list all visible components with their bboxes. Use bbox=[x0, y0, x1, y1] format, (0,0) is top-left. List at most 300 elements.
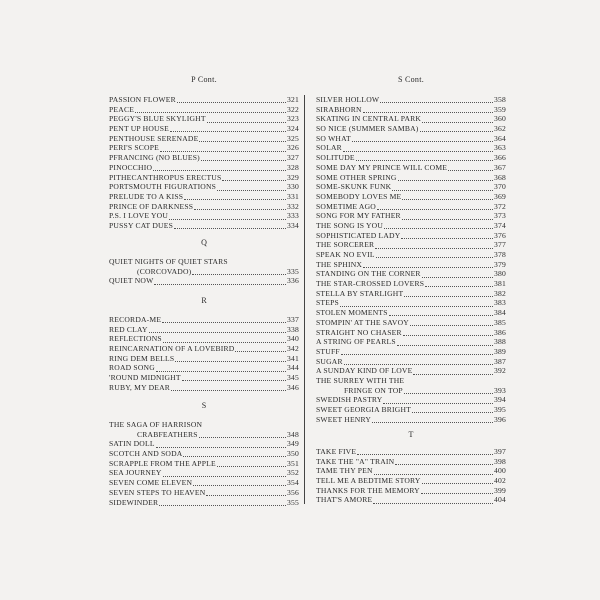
index-entry bbox=[316, 153, 506, 163]
entry-title: SOPHISTICATED LADY bbox=[316, 230, 401, 240]
entry-title: 'ROUND MIDNIGHT bbox=[109, 373, 181, 383]
entry-page-number: 385 bbox=[494, 317, 506, 327]
entry-page-number: 402 bbox=[494, 476, 506, 486]
entry-title: RING DEM BELLS bbox=[109, 353, 175, 363]
index-entry bbox=[316, 447, 506, 457]
dot-leader bbox=[422, 116, 493, 123]
entry-page-number: 388 bbox=[494, 337, 506, 347]
entry-title: PRINCE OF DARKNESS bbox=[109, 201, 194, 211]
index-entry bbox=[109, 315, 299, 325]
entry-page-number: 354 bbox=[287, 478, 299, 488]
dot-leader bbox=[395, 458, 493, 465]
index-entry bbox=[316, 318, 506, 328]
dot-leader bbox=[206, 489, 286, 496]
entry-title: SCRAPPLE FROM THE APPLE bbox=[109, 458, 216, 468]
index-entry bbox=[316, 192, 506, 202]
entry-title: FRINGE ON TOP bbox=[344, 385, 403, 395]
entry-title: SKATING IN CENTRAL PARK bbox=[316, 114, 422, 124]
entry-title: SIRABHORN bbox=[316, 104, 362, 114]
dot-leader bbox=[183, 450, 286, 457]
dot-leader bbox=[422, 271, 493, 278]
dot-leader bbox=[154, 278, 286, 285]
index-entry bbox=[316, 269, 506, 279]
dot-leader bbox=[398, 174, 493, 181]
entry-page-number: 383 bbox=[494, 298, 506, 308]
dot-leader bbox=[363, 106, 493, 113]
entry-page-number: 373 bbox=[494, 211, 506, 221]
index-entry bbox=[109, 114, 299, 124]
entry-page-number: 342 bbox=[287, 344, 299, 354]
entry-page-number: 369 bbox=[494, 191, 506, 201]
entry-title: SATIN DOLL bbox=[109, 439, 155, 449]
index-entry bbox=[109, 202, 299, 212]
dot-leader bbox=[403, 329, 493, 336]
entry-page-number: 389 bbox=[494, 346, 506, 356]
index-entry bbox=[316, 221, 506, 231]
dot-leader bbox=[404, 290, 493, 297]
entry-title: PUSSY CAT DUES bbox=[109, 220, 173, 230]
entry-page-number: 323 bbox=[287, 114, 299, 124]
dot-leader bbox=[163, 470, 286, 477]
entry-page-number: 333 bbox=[287, 211, 299, 221]
entry-title: SPEAK NO EVIL bbox=[316, 250, 375, 259]
index-entry bbox=[109, 143, 299, 153]
entry-title: RUBY, MY DEAR bbox=[109, 382, 171, 392]
entry-title: TAKE THE "A" TRAIN bbox=[316, 456, 395, 466]
entry-title: SO WHAT bbox=[316, 133, 351, 143]
dot-leader bbox=[376, 251, 493, 258]
index-entry bbox=[316, 386, 506, 396]
dot-leader bbox=[389, 309, 493, 316]
index-entry bbox=[316, 95, 506, 105]
index-entry bbox=[109, 363, 299, 373]
dot-leader bbox=[193, 479, 286, 486]
entry-page-number: 394 bbox=[494, 395, 506, 405]
index-entry bbox=[316, 173, 506, 183]
entry-title: STOLEN MOMENTS bbox=[316, 308, 388, 318]
entry-title: RECORDA-ME bbox=[109, 315, 162, 324]
entry-page-number: 395 bbox=[494, 405, 506, 414]
entry-page-number: 332 bbox=[287, 201, 299, 211]
index-entry bbox=[109, 95, 299, 105]
dot-leader bbox=[175, 355, 286, 362]
dot-leader bbox=[404, 387, 493, 394]
entry-title: PERI'S SCOPE bbox=[109, 143, 159, 153]
entry-title: PENT UP HOUSE bbox=[109, 124, 169, 134]
entry-title: SEVEN COME ELEVEN bbox=[109, 478, 193, 488]
dot-leader bbox=[207, 116, 286, 123]
entry-page-number: 334 bbox=[287, 220, 299, 230]
entry-title: A STRING OF PEARLS bbox=[316, 337, 396, 347]
index-entry bbox=[316, 308, 506, 318]
entry-title: SOME DAY MY PRINCE WILL COME bbox=[316, 162, 448, 172]
dot-leader bbox=[402, 213, 493, 220]
entry-page-number: 384 bbox=[494, 308, 506, 318]
index-entry bbox=[316, 366, 506, 376]
dot-leader bbox=[177, 96, 286, 103]
index-entry bbox=[316, 486, 506, 496]
dot-leader bbox=[159, 499, 286, 506]
dot-leader bbox=[170, 125, 286, 132]
dot-leader bbox=[383, 397, 493, 404]
entry-page-number: 346 bbox=[287, 382, 299, 392]
index-entry bbox=[316, 211, 506, 221]
dot-leader bbox=[397, 339, 493, 346]
index-entry bbox=[316, 202, 506, 212]
dot-leader bbox=[352, 135, 493, 142]
dot-leader bbox=[384, 222, 493, 229]
dot-leader bbox=[363, 261, 493, 268]
entry-title: SOME-SKUNK FUNK bbox=[316, 182, 392, 192]
entry-title: SOME OTHER SPRING bbox=[316, 172, 397, 182]
entry-title: PASSION FLOWER bbox=[109, 95, 176, 104]
entry-page-number: 382 bbox=[494, 288, 506, 298]
entry-title: SEA JOURNEY bbox=[109, 468, 162, 478]
index-entry bbox=[109, 153, 299, 163]
entry-title: STEPS bbox=[316, 298, 339, 308]
dot-leader bbox=[356, 154, 493, 161]
entry-title: PEGGY'S BLUE SKYLIGHT bbox=[109, 114, 206, 124]
entry-page-number: 327 bbox=[287, 153, 299, 163]
entry-page-number: 350 bbox=[287, 449, 299, 459]
entry-page-number: 399 bbox=[494, 485, 506, 495]
entry-title: SO NICE (SUMMER SAMBA) bbox=[316, 124, 419, 134]
entry-title: SWEDISH PASTRY bbox=[316, 395, 383, 405]
index-entry bbox=[316, 279, 506, 289]
entry-page-number: 366 bbox=[494, 153, 506, 163]
index-entry bbox=[316, 163, 506, 173]
index-entry bbox=[109, 124, 299, 134]
index-entry bbox=[109, 373, 299, 383]
dot-leader bbox=[156, 365, 286, 372]
entry-page-number: 381 bbox=[494, 279, 506, 289]
entry-title: PFRANCING (NO BLUES) bbox=[109, 153, 200, 163]
dot-leader bbox=[392, 184, 493, 191]
dot-leader bbox=[194, 203, 286, 210]
dot-leader bbox=[149, 326, 286, 333]
entry-page-number: 329 bbox=[287, 172, 299, 182]
entry-title: PENTHOUSE SERENADE bbox=[109, 133, 199, 143]
entry-page-number: 345 bbox=[287, 373, 299, 383]
dot-leader bbox=[357, 448, 493, 455]
dot-leader bbox=[199, 135, 286, 142]
index-entry bbox=[316, 415, 506, 425]
index-entry bbox=[109, 488, 299, 498]
index-entry bbox=[316, 357, 506, 367]
entry-page-number: 376 bbox=[494, 230, 506, 240]
entry-page-number: 326 bbox=[287, 143, 299, 153]
entry-title: STELLA BY STARLIGHT bbox=[316, 288, 404, 298]
section-letter-s: S bbox=[201, 401, 207, 410]
dot-leader bbox=[343, 145, 493, 152]
s-cont-entries-list bbox=[316, 95, 506, 424]
entry-title: THE STAR-CROSSED LOVERS bbox=[316, 279, 425, 289]
dot-leader bbox=[375, 242, 493, 249]
entry-title: SCOTCH AND SODA bbox=[109, 449, 183, 459]
entry-title: THE SORCERER bbox=[316, 240, 375, 250]
index-entry bbox=[109, 439, 299, 449]
index-entry bbox=[109, 354, 299, 364]
entry-title: SOMETIME AGO bbox=[316, 201, 376, 211]
entry-title: PITHECANTHROPUS ERECTUS bbox=[109, 172, 222, 182]
q-entries-list bbox=[109, 257, 299, 286]
index-entry bbox=[109, 276, 299, 286]
index-entry bbox=[109, 173, 299, 183]
entry-page-number: 338 bbox=[287, 324, 299, 334]
entry-title: PEACE bbox=[109, 104, 135, 114]
index-entry bbox=[109, 468, 299, 478]
index-entry bbox=[316, 105, 506, 115]
index-entry bbox=[316, 114, 506, 124]
dot-leader bbox=[380, 96, 493, 103]
column-divider bbox=[304, 95, 305, 504]
dot-leader bbox=[420, 125, 494, 132]
index-entry bbox=[109, 420, 299, 430]
entry-page-number: 367 bbox=[494, 162, 506, 172]
index-entry bbox=[316, 376, 506, 386]
dot-leader bbox=[377, 203, 493, 210]
entry-page-number: 340 bbox=[287, 334, 299, 344]
entry-title: P.S. I LOVE YOU bbox=[109, 211, 169, 221]
entry-title: PINOCCHIO bbox=[109, 162, 153, 172]
dot-leader bbox=[341, 348, 493, 355]
dot-leader bbox=[421, 487, 493, 494]
dot-leader bbox=[410, 319, 493, 326]
entry-title: THANKS FOR THE MEMORY bbox=[316, 485, 420, 495]
entry-page-number: 348 bbox=[287, 429, 299, 439]
entry-page-number: 400 bbox=[494, 466, 506, 476]
entry-title: STUFF bbox=[316, 346, 340, 356]
dot-leader bbox=[413, 368, 493, 375]
entry-page-number: 362 bbox=[494, 124, 506, 134]
index-entry bbox=[109, 267, 299, 277]
index-entry bbox=[109, 211, 299, 221]
index-entry bbox=[316, 124, 506, 134]
t-entries-list bbox=[316, 447, 506, 505]
index-entry bbox=[316, 298, 506, 308]
index-entry bbox=[109, 449, 299, 459]
entry-title: QUIET NOW bbox=[109, 276, 154, 286]
entry-page-number: 364 bbox=[494, 133, 506, 143]
index-entry bbox=[109, 105, 299, 115]
dot-leader bbox=[156, 441, 286, 448]
entry-title: SILVER HOLLOW bbox=[316, 95, 380, 104]
entry-title: ROAD SONG bbox=[109, 363, 155, 373]
section-letter-r: R bbox=[201, 296, 207, 305]
entry-page-number: 336 bbox=[287, 276, 299, 286]
dot-leader bbox=[373, 497, 493, 504]
entry-title: PRELUDE TO A KISS bbox=[109, 191, 184, 201]
entry-title: THAT'S AMORE bbox=[316, 495, 373, 505]
entry-page-number: 328 bbox=[287, 162, 299, 172]
entry-page-number: 335 bbox=[287, 266, 299, 276]
dot-leader bbox=[192, 268, 286, 275]
entry-page-number: 321 bbox=[287, 95, 299, 104]
entry-title: QUIET NIGHTS OF QUIET STARS bbox=[109, 257, 228, 266]
entry-title: SONG FOR MY FATHER bbox=[316, 211, 401, 221]
dot-leader bbox=[160, 145, 286, 152]
entry-page-number: 377 bbox=[494, 240, 506, 250]
entry-title: SIDEWINDER bbox=[109, 497, 159, 507]
entry-title: THE SPHINX bbox=[316, 259, 363, 269]
dot-leader bbox=[222, 174, 286, 181]
dot-leader bbox=[217, 184, 286, 191]
dot-leader bbox=[425, 280, 493, 287]
entry-title: STRAIGHT NO CHASER bbox=[316, 327, 402, 337]
entry-title: CRABFEATHERS bbox=[137, 429, 198, 439]
s-entries-list bbox=[109, 420, 299, 507]
index-entry bbox=[316, 143, 506, 153]
entry-page-number: 355 bbox=[287, 497, 299, 507]
entry-page-number: 360 bbox=[494, 114, 506, 124]
entry-title: PORTSMOUTH FIGURATIONS bbox=[109, 182, 217, 192]
entry-title: SWEET HENRY bbox=[316, 414, 372, 424]
entry-page-number: 393 bbox=[494, 385, 506, 395]
entry-page-number: 374 bbox=[494, 220, 506, 230]
entry-page-number: 386 bbox=[494, 327, 506, 337]
index-entry bbox=[316, 347, 506, 357]
entry-page-number: 352 bbox=[287, 468, 299, 478]
index-entry bbox=[316, 337, 506, 347]
entry-page-number: 330 bbox=[287, 182, 299, 192]
entry-page-number: 397 bbox=[494, 447, 506, 456]
entry-title: SUGAR bbox=[316, 356, 343, 366]
dot-leader bbox=[163, 336, 286, 343]
entry-page-number: 349 bbox=[287, 439, 299, 449]
entry-title: THE SAGA OF HARRISON bbox=[109, 420, 203, 429]
dot-leader bbox=[182, 374, 286, 381]
dot-leader bbox=[135, 106, 286, 113]
entry-page-number: 322 bbox=[287, 104, 299, 114]
index-entry bbox=[316, 289, 506, 299]
index-entry bbox=[316, 182, 506, 192]
index-entry bbox=[109, 344, 299, 354]
entry-title: (CORCOVADO) bbox=[137, 266, 192, 276]
entry-title: TELL ME A BEDTIME STORY bbox=[316, 476, 421, 486]
right-column-header: S Cont. bbox=[397, 75, 425, 84]
entry-page-number: 341 bbox=[287, 353, 299, 363]
index-entry bbox=[316, 476, 506, 486]
entry-title: REINCARNATION OF A LOVEBIRD bbox=[109, 344, 235, 354]
index-entry bbox=[109, 325, 299, 335]
entry-page-number: 324 bbox=[287, 124, 299, 134]
dot-leader bbox=[344, 358, 493, 365]
index-entry bbox=[316, 260, 506, 270]
entry-page-number: 398 bbox=[494, 456, 506, 466]
index-entry bbox=[316, 240, 506, 250]
index-entry bbox=[316, 405, 506, 415]
entry-page-number: 387 bbox=[494, 356, 506, 366]
dot-leader bbox=[162, 316, 286, 323]
entry-page-number: 337 bbox=[287, 315, 299, 324]
entry-title: STOMPIN' AT THE SAVOY bbox=[316, 317, 409, 327]
entry-title: SWEET GEORGIA BRIGHT bbox=[316, 405, 411, 414]
index-entry bbox=[109, 163, 299, 173]
entry-page-number: 351 bbox=[287, 458, 299, 468]
entry-title: THE SONG IS YOU bbox=[316, 220, 384, 230]
section-letter-q: Q bbox=[201, 238, 207, 247]
entry-page-number: 392 bbox=[494, 366, 506, 376]
dot-leader bbox=[184, 193, 286, 200]
index-entry bbox=[316, 457, 506, 467]
entry-page-number: 363 bbox=[494, 143, 506, 153]
entry-title: TAKE FIVE bbox=[316, 447, 357, 456]
dot-leader bbox=[171, 384, 286, 391]
dot-leader bbox=[169, 213, 286, 220]
entry-title: A SUNDAY KIND OF LOVE bbox=[316, 366, 413, 376]
dot-leader bbox=[448, 164, 493, 171]
index-entry bbox=[109, 334, 299, 344]
entry-title: THE SURREY WITH THE bbox=[316, 375, 405, 385]
index-entry bbox=[316, 495, 506, 505]
entry-title: SOMEBODY LOVES ME bbox=[316, 191, 402, 201]
entry-title: TAME THY PEN bbox=[316, 466, 373, 476]
dot-leader bbox=[235, 345, 286, 352]
entry-page-number: 379 bbox=[494, 259, 506, 269]
dot-leader bbox=[217, 460, 286, 467]
index-entry bbox=[316, 466, 506, 476]
dot-leader bbox=[199, 431, 286, 438]
index-entry bbox=[316, 134, 506, 144]
index-entry bbox=[316, 328, 506, 338]
entry-page-number: 396 bbox=[494, 414, 506, 424]
index-entry bbox=[109, 182, 299, 192]
index-entry bbox=[109, 192, 299, 202]
section-letter-t: T bbox=[408, 430, 414, 439]
index-entry bbox=[109, 430, 299, 440]
index-entry bbox=[316, 395, 506, 405]
entry-page-number: 372 bbox=[494, 201, 506, 211]
index-entry bbox=[109, 257, 299, 267]
entry-title: SEVEN STEPS TO HEAVEN bbox=[109, 487, 206, 497]
index-entry bbox=[109, 134, 299, 144]
dot-leader bbox=[401, 232, 493, 239]
entry-page-number: 344 bbox=[287, 363, 299, 373]
dot-leader bbox=[174, 222, 286, 229]
index-entry bbox=[109, 459, 299, 469]
dot-leader bbox=[422, 477, 493, 484]
p-entries-list bbox=[109, 95, 299, 231]
entry-title: REFLECTIONS bbox=[109, 334, 162, 344]
index-entry bbox=[316, 231, 506, 241]
entry-page-number: 378 bbox=[494, 250, 506, 259]
entry-page-number: 370 bbox=[494, 182, 506, 192]
index-entry bbox=[109, 498, 299, 508]
dot-leader bbox=[340, 300, 493, 307]
entry-title: STANDING ON THE CORNER bbox=[316, 269, 421, 279]
index-entry bbox=[109, 383, 299, 393]
entry-page-number: 380 bbox=[494, 269, 506, 279]
entry-title: RED CLAY bbox=[109, 324, 148, 334]
entry-page-number: 325 bbox=[287, 133, 299, 143]
dot-leader bbox=[374, 468, 493, 475]
entry-page-number: 368 bbox=[494, 172, 506, 182]
entry-title: SOLITUDE bbox=[316, 153, 355, 163]
index-entry bbox=[316, 250, 506, 260]
entry-page-number: 404 bbox=[494, 495, 506, 505]
index-entry bbox=[109, 478, 299, 488]
dot-leader bbox=[412, 406, 493, 413]
entry-page-number: 359 bbox=[494, 104, 506, 114]
r-entries-list bbox=[109, 315, 299, 393]
index-entry bbox=[109, 221, 299, 231]
dot-leader bbox=[153, 164, 286, 171]
entry-page-number: 331 bbox=[287, 191, 299, 201]
dot-leader bbox=[201, 154, 286, 161]
dot-leader bbox=[372, 416, 493, 423]
dot-leader bbox=[402, 193, 493, 200]
left-column-header: P Cont. bbox=[191, 75, 217, 84]
